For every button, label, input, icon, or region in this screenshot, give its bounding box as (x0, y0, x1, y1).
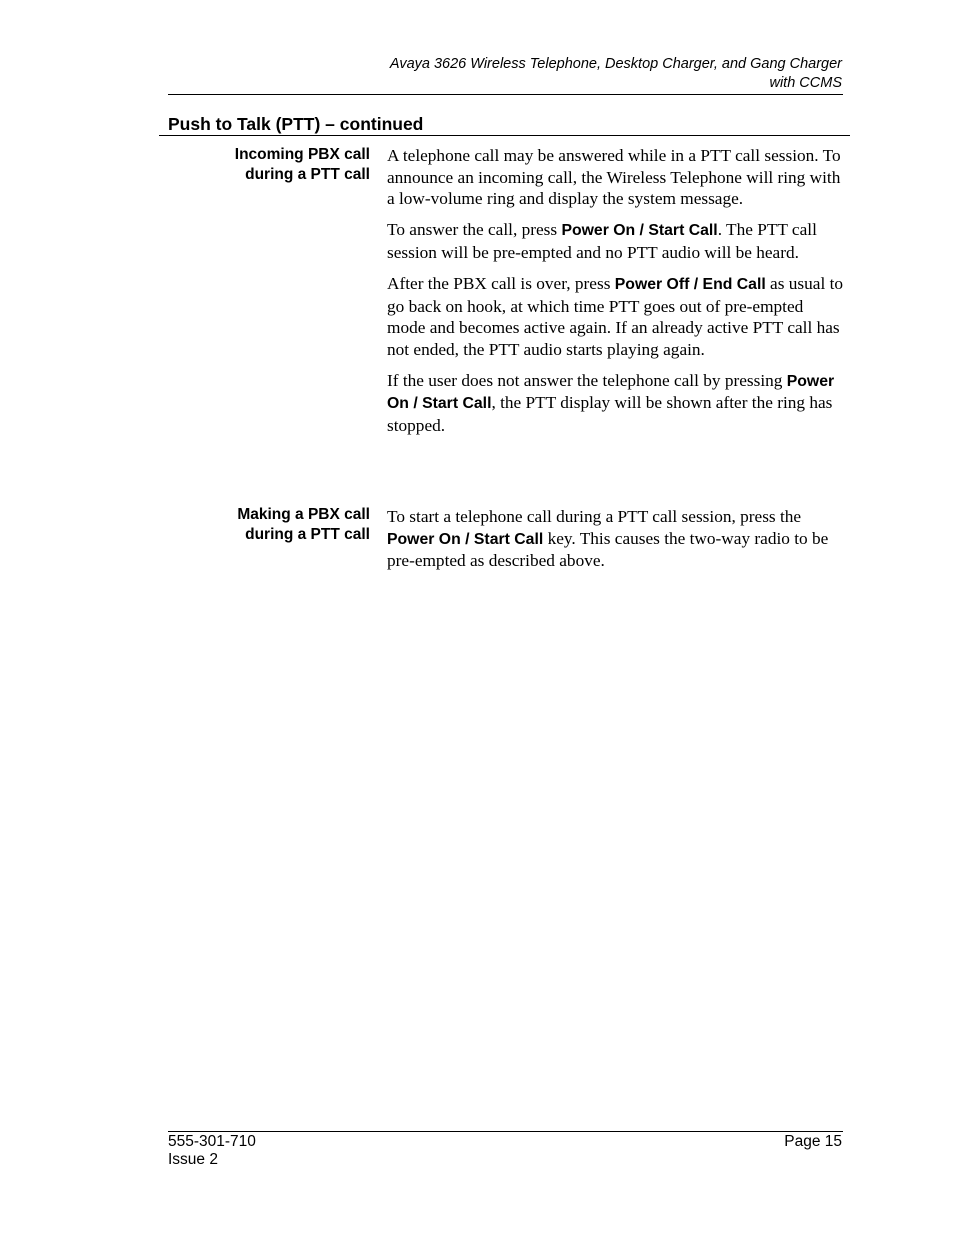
body-paragraph: To start a telephone call during a PTT call session, press the Power On / Start Call key. This causes the two-way radio to be pre-empted as described above. (387, 507, 829, 571)
key-name: Power On / Start Call (387, 372, 835, 413)
key-name: Power On / Start Call (387, 530, 544, 548)
topic-body-incoming-pbx-call (387, 145, 843, 446)
header-divider (168, 94, 843, 95)
key-name: Power Off / End Call (614, 275, 766, 293)
topic-heading-line: during a PTT call (245, 166, 370, 183)
key-name: Power On / Start Call (561, 222, 718, 240)
body-paragraph: If the user does not answer the telephone call by pressing Power On / Start Call, the PTT display will be shown after the ring has stopped. (387, 370, 835, 436)
topic-body-making-pbx-call (387, 506, 843, 581)
footer-doc-info (168, 1133, 256, 1169)
section-title: Push to Talk (PTT) – continued (168, 114, 424, 134)
topic-heading-incoming-pbx-call (170, 145, 370, 185)
issue-number: Issue 2 (168, 1151, 218, 1168)
footer-divider (168, 1131, 843, 1132)
page-number: Page 15 (784, 1133, 842, 1150)
topic-heading-line: Making a PBX call (237, 506, 370, 523)
topic-heading-line: during a PTT call (245, 526, 370, 543)
header-title-line2: with CCMS (769, 75, 842, 91)
doc-number: 555-301-710 (168, 1133, 256, 1150)
body-paragraph: After the PBX call is over, press Power Off / End Call as usual to go back on hook, at which time PTT goes out of pre-empted mode and becomes active again. If an already active PTT call has not ended, the PTT audio starts playing again. (387, 273, 844, 359)
section-divider (159, 135, 850, 136)
header-title-line1: Avaya 3626 Wireless Telephone, Desktop Charger, and Gang Charger (389, 56, 842, 72)
running-header (390, 55, 842, 93)
body-paragraph: To answer the call, press Power On / Start Call. The PTT call session will be pre-empted and no PTT audio will be heard. (387, 220, 817, 262)
topic-heading-line: Incoming PBX call (234, 146, 370, 163)
body-paragraph: A telephone call may be answered while in a PTT call session. To announce an incoming call, the Wireless Telephone will ring with a low-volume ring and display the system message. (387, 146, 841, 209)
topic-heading-making-pbx-call (170, 505, 370, 545)
